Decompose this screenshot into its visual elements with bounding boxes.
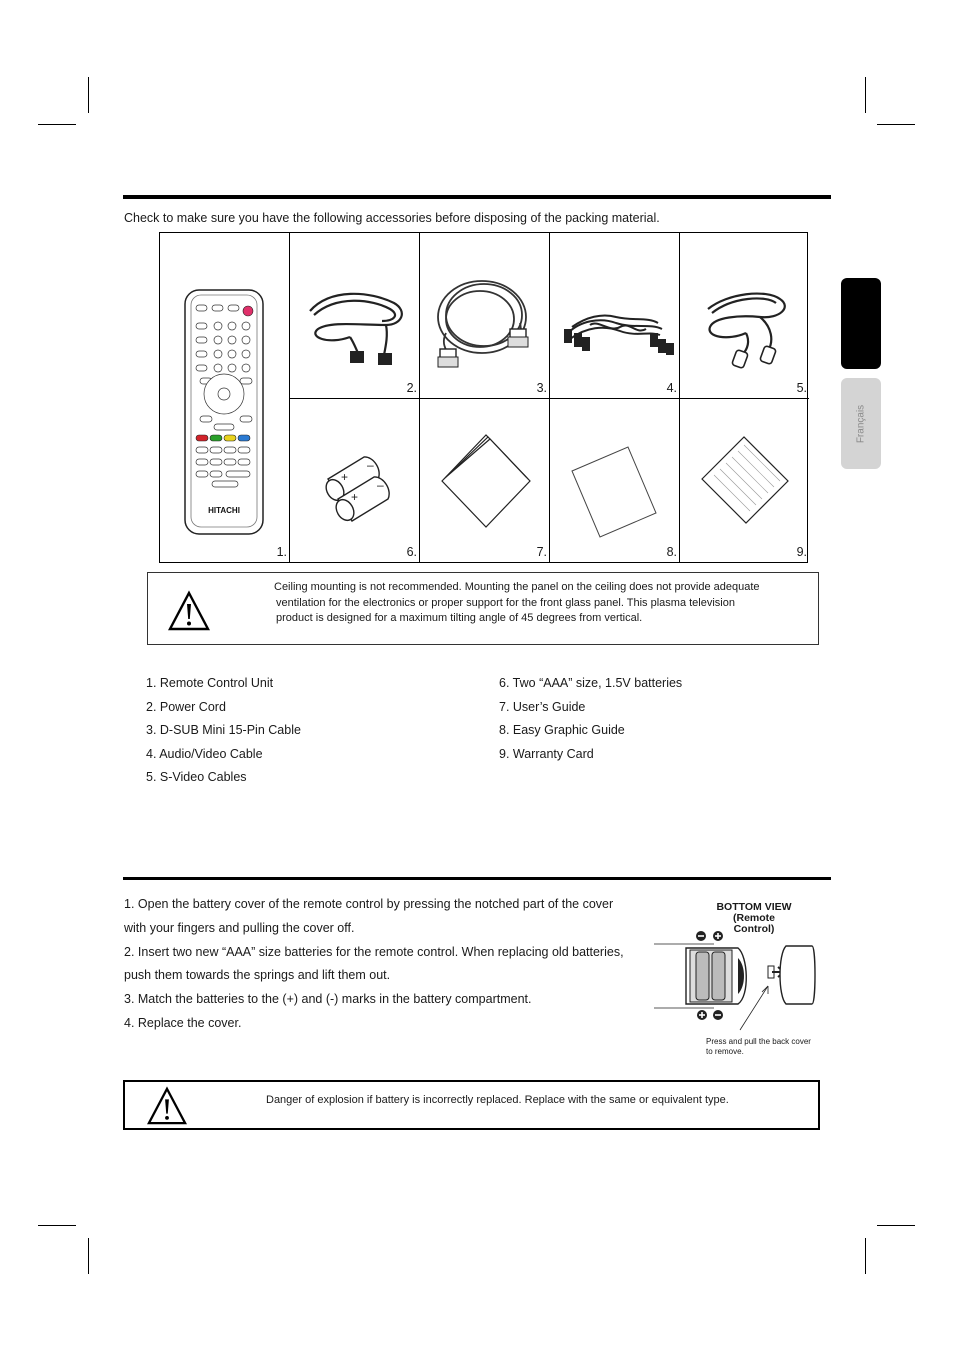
accessory-number: 4. xyxy=(666,381,677,395)
crop-mark xyxy=(865,1238,866,1274)
warranty-card-illustration xyxy=(680,399,810,563)
french-tab-label: Français xyxy=(855,404,867,443)
accessory-cell-svideo-cable xyxy=(679,233,809,398)
bottom-view-title-line: BOTTOM VIEW xyxy=(716,901,792,913)
bottom-view-note xyxy=(706,1037,826,1057)
batteries-illustration xyxy=(290,399,420,563)
step-line: 1. Open the battery cover of the remote control by pressing the notched part of the cover xyxy=(124,897,614,911)
step-line: with your fingers and pulling the cover off. xyxy=(124,920,355,935)
french-tab[interactable] xyxy=(841,378,881,469)
section-rule-accessories xyxy=(123,195,831,199)
svg-text:+: + xyxy=(341,470,349,484)
svg-text:+: + xyxy=(351,490,359,504)
intro-text: Check to make sure you have the following accessories before disposing of the packing material. xyxy=(124,211,660,225)
warning-triangle-icon xyxy=(145,1086,189,1126)
svg-text:–: – xyxy=(377,478,384,492)
crop-mark xyxy=(88,77,89,113)
accessory-list-right xyxy=(499,672,682,766)
warning-triangle-icon xyxy=(167,590,211,632)
accessory-number: 7. xyxy=(536,545,547,559)
caution-line: product is designed for a maximum tilting angle of 45 degrees from vertical. xyxy=(276,612,643,624)
battery-steps xyxy=(124,893,654,1036)
users-guide-illustration xyxy=(420,399,550,563)
caution-box-ceiling xyxy=(147,572,819,645)
accessory-list-left xyxy=(146,672,301,790)
accessory-cell-warranty-card xyxy=(679,398,809,562)
crop-mark xyxy=(865,77,866,113)
crop-mark xyxy=(88,1238,89,1274)
accessory-number: 9. xyxy=(796,545,807,559)
crop-mark xyxy=(877,124,915,125)
list-item: 5. S-Video Cables xyxy=(146,770,247,785)
remote-brand-label: HITACHI xyxy=(208,506,240,515)
accessory-cell-graphic-guide xyxy=(549,398,679,562)
accessory-cell-power-cord xyxy=(289,233,419,398)
accessory-cell-batteries xyxy=(289,398,419,562)
accessory-number: 6. xyxy=(406,545,417,559)
list-item: 3. D-SUB Mini 15-Pin Cable xyxy=(146,723,301,738)
remote-control-illustration xyxy=(160,233,289,562)
bottom-view-title-line: (Remote Control) xyxy=(732,912,775,935)
accessory-number: 1. xyxy=(276,545,287,559)
caution-line: ventilation for the electronics or proper support for the front glass panel. This plasma television xyxy=(276,596,735,609)
caution-line: Ceiling mounting is not recommended. Mounting the panel on the ceiling does not provide adequate xyxy=(274,581,760,593)
svideo-cable-illustration xyxy=(680,233,810,398)
accessory-number: 3. xyxy=(536,381,547,395)
list-item: 7. User’s Guide xyxy=(499,699,586,714)
accessory-cell-av-cable xyxy=(549,233,679,398)
bottom-view-note-line: Press and pull the back cover xyxy=(706,1037,811,1046)
caution-box-battery xyxy=(123,1080,820,1130)
step-line: 2. Insert two new “AAA” size batteries for the remote control. When replacing old batteries, xyxy=(124,944,624,959)
step-line: 3. Match the batteries to the (+) and (-) marks in the battery compartment. xyxy=(124,992,532,1007)
list-item: 1. Remote Control Unit xyxy=(146,676,274,690)
step-line: push them towards the springs and lift them out. xyxy=(124,968,391,983)
av-cable-illustration xyxy=(550,233,680,398)
accessory-grid xyxy=(159,232,808,563)
crop-mark xyxy=(38,124,76,125)
step-line: 4. Replace the cover. xyxy=(124,1015,242,1030)
crop-mark xyxy=(38,1225,76,1226)
section-rule-batteries xyxy=(123,877,831,880)
list-item: 9. Warranty Card xyxy=(499,746,594,761)
accessory-cell-users-guide xyxy=(419,398,549,562)
crop-mark xyxy=(877,1225,915,1226)
graphic-guide-illustration xyxy=(550,399,680,563)
caution-text-ceiling xyxy=(274,580,760,627)
english-tab[interactable] xyxy=(841,278,881,369)
power-cord-illustration xyxy=(290,233,420,398)
accessory-number: 8. xyxy=(666,545,677,559)
list-item: 8. Easy Graphic Guide xyxy=(499,723,625,738)
dsub-cable-illustration xyxy=(420,233,550,398)
list-item: 4. Audio/Video Cable xyxy=(146,746,263,761)
battery-compartment-diagram xyxy=(652,926,822,1038)
accessory-cell-remote xyxy=(160,233,289,562)
accessory-number: 5. xyxy=(796,381,807,395)
list-item: 2. Power Cord xyxy=(146,699,226,714)
svg-text:–: – xyxy=(367,458,374,472)
list-item: 6. Two “AAA” size, 1.5V batteries xyxy=(499,676,683,690)
accessory-cell-dsub-cable xyxy=(419,233,549,398)
accessory-number: 2. xyxy=(406,381,417,395)
bottom-view-note-line: to remove. xyxy=(706,1047,744,1056)
caution-text-battery: Danger of explosion if battery is incorrectly replaced. Replace with the same or equivalent type. xyxy=(266,1094,729,1106)
